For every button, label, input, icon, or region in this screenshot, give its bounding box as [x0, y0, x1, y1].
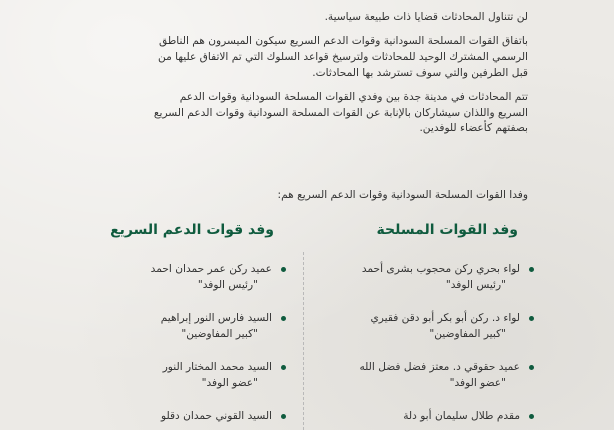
- column-divider: [303, 252, 304, 430]
- member-role: "عضو الوفد": [201, 376, 258, 389]
- bullet-icon: [281, 365, 286, 370]
- member-name: عميد حقوقي د. معتز فضل فضل الله: [359, 361, 520, 373]
- army-delegation-title: وفد القوات المسلحة: [376, 222, 518, 238]
- member-name: السيد القوني حمدان دقلو: [161, 410, 272, 422]
- list-item: [324, 262, 534, 311]
- intro-paragraph-3-line-2: السريع واللذان سيشاركان بالإنابة عن القوات المسلحة السودانية وقوات الدعم السريع: [153, 106, 528, 119]
- list-item: [324, 311, 534, 360]
- bullet-icon: [529, 316, 534, 321]
- intro-text: [88, 10, 528, 137]
- rsf-delegation-list: [76, 262, 286, 430]
- member-name: عميد ركن عمر حمدان احمد: [150, 263, 272, 275]
- member-name: السيد محمد المختار النور: [162, 361, 272, 373]
- list-item: [76, 409, 286, 430]
- list-item: [76, 262, 286, 311]
- member-role: "رئيس الوفد": [445, 278, 506, 291]
- list-item: [76, 311, 286, 360]
- delegations-heading: وفدا القوات المسلحة السودانية وقوات الدعم السريع هم:: [277, 189, 528, 201]
- member-role: "كبير المفاوضين": [429, 327, 506, 340]
- army-delegation-list: [324, 262, 534, 430]
- member-role: "رئيس الوفد": [197, 278, 258, 291]
- bullet-icon: [529, 414, 534, 419]
- bullet-icon: [529, 267, 534, 272]
- member-name: لواء د. ركن أبو بكر أبو دقن فقيري: [370, 312, 520, 324]
- rsf-delegation-title: وفد قوات الدعم السريع: [110, 222, 274, 238]
- intro-paragraph-2-line-1: باتفاق القوات المسلحة السودانية وقوات الدعم السريع سيكون الميسرون هم الناطق: [159, 34, 528, 47]
- bullet-icon: [281, 267, 286, 272]
- intro-paragraph-3-line-1: تتم المحادثات في مدينة جدة بين وفدي القوات المسلحة السودانية وقوات الدعم: [179, 90, 528, 103]
- bullet-icon: [281, 316, 286, 321]
- intro-paragraph-3-line-3: بصفتهم كأعضاء للوفدين.: [419, 122, 528, 135]
- member-name: لواء بحري ركن محجوب بشرى أحمد: [361, 263, 520, 275]
- bullet-icon: [281, 414, 286, 419]
- list-item: [324, 409, 534, 430]
- list-item: [324, 360, 534, 409]
- list-item: [76, 360, 286, 409]
- member-role: "عضو الوفد": [449, 376, 506, 389]
- intro-paragraph-1: لن تتناول المحادثات قضايا ذات طبيعة سياسية.: [324, 11, 528, 23]
- member-name: السيد فارس النور إبراهيم: [160, 312, 272, 324]
- intro-paragraph-2-line-3: قبل الطرفين والتي سوف تسترشد بها المحادثات.: [312, 66, 528, 79]
- bullet-icon: [529, 365, 534, 370]
- intro-paragraph-2-line-2: الرسمي المشترك الوحيد للمحادثات ولترسيخ قواعد السلوك التي تم الاتفاق عليها من: [158, 50, 528, 63]
- member-role: "كبير المفاوضين": [181, 327, 258, 340]
- member-name: مقدم طلال سليمان أبو دلة: [403, 410, 520, 422]
